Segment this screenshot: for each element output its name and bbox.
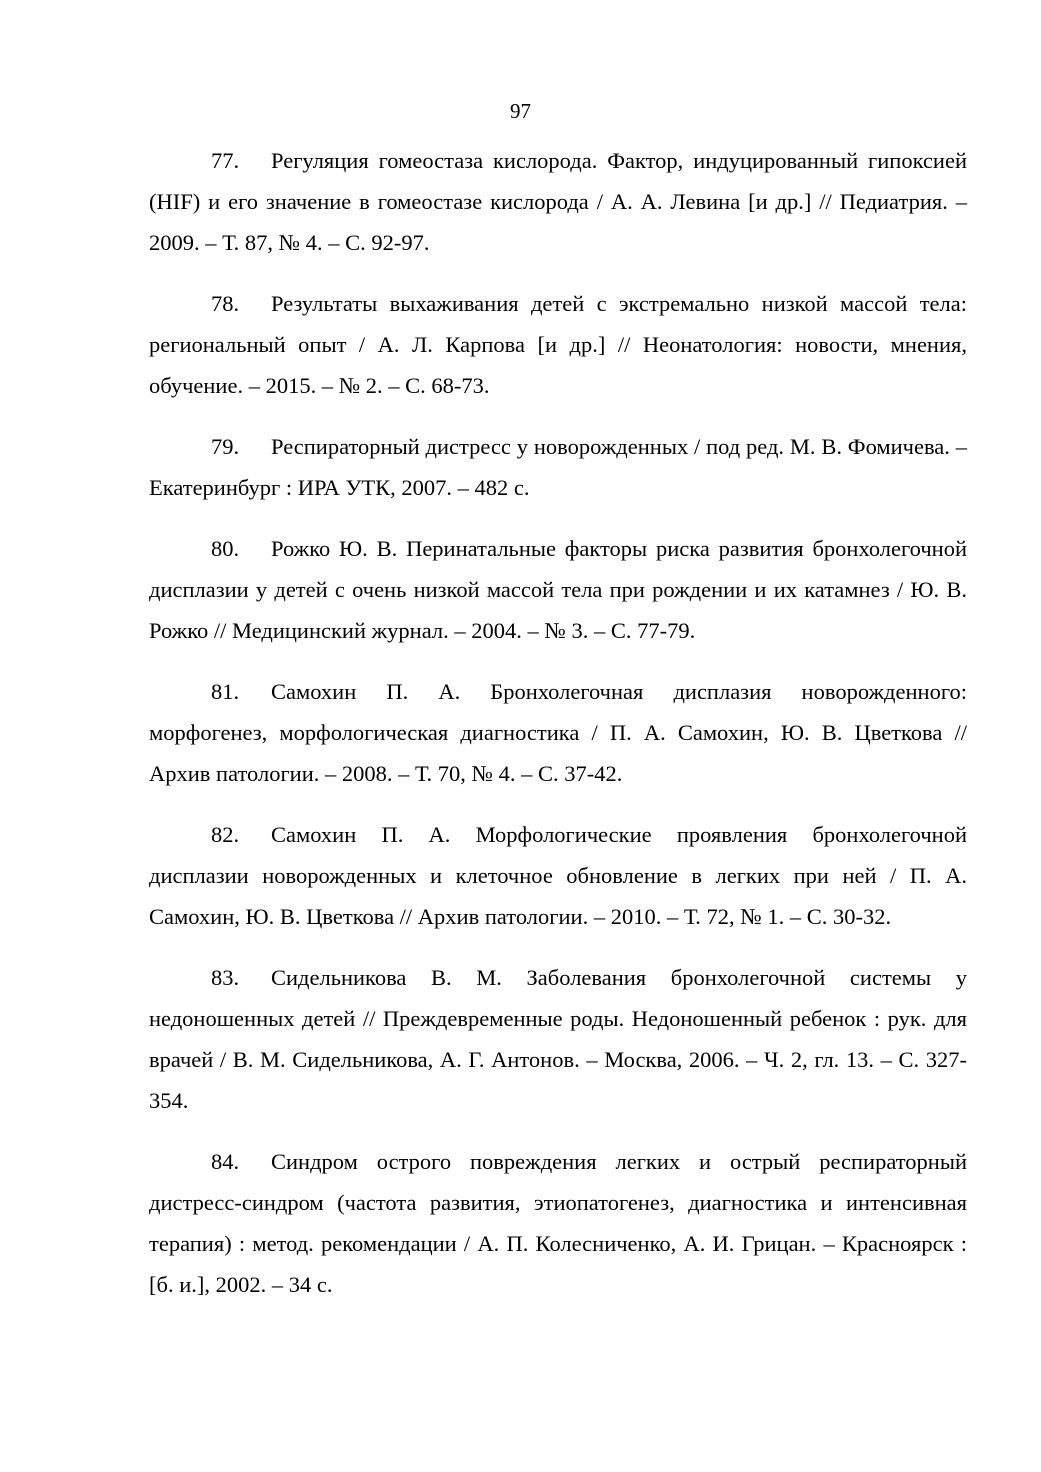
reference-text: Синдром острого повреждения легких и острый респираторный дистресс-синдром (частота развития, этиопатогенез, диагностика и интенсивная терапия) : метод. рекомендации / А. П. Колесниченко, А. И. Грицан. – Красноярск : [б. и.], 2002. – 34 с. (149, 1149, 967, 1297)
reference-text: Результаты выхаживания детей с экстремально низкой массой тела: региональный опыт / А. Л. Карпова [и др.] // Неонатология: новости, мнения, обучение. – 2015. – № 2. – С. 68-73. (149, 291, 967, 398)
reference-item (149, 283, 967, 406)
reference-number: 83. (211, 965, 240, 990)
reference-number: 84. (211, 1149, 240, 1174)
reference-text: Самохин П. А. Бронхолегочная дисплазия новорожденного: морфогенез, морфологическая диагностика / П. А. Самохин, Ю. В. Цветкова // Архив патологии. – 2008. – Т. 70, № 4. – С. 37-42. (149, 679, 967, 786)
reference-number: 77. (211, 148, 240, 173)
reference-number: 80. (211, 536, 240, 561)
reference-item (149, 1141, 967, 1305)
reference-item (149, 140, 967, 263)
reference-item (149, 671, 967, 794)
reference-item (149, 814, 967, 937)
reference-text: Респираторный дистресс у новорожденных / под ред. М. В. Фомичева. – Екатеринбург : ИРА УТК, 2007. – 482 с. (149, 434, 967, 500)
reference-list (149, 140, 967, 1325)
reference-text: Регуляция гомеостаза кислорода. Фактор, индуцированный гипоксией (HIF) и его значение в гомеостазе кислорода / А. А. Левина [и др.] // Педиатрия. – 2009. – Т. 87, № 4. – С. 92-97. (149, 148, 967, 255)
reference-item (149, 426, 967, 508)
reference-number: 79. (211, 434, 240, 459)
reference-number: 81. (211, 679, 240, 704)
reference-text: Самохин П. А. Морфологические проявления бронхолегочной дисплазии новорожденных и клеточное обновление в легких при ней / П. А. Самохин, Ю. В. Цветкова // Архив патологии. – 2010. – Т. 72, № 1. – С. 30-32. (149, 822, 967, 929)
page-number: 97 (510, 99, 531, 123)
reference-item (149, 957, 967, 1121)
reference-text: Рожко Ю. В. Перинатальные факторы риска развития бронхолегочной дисплазии у детей с очень низкой массой тела при рождении и их катамнез / Ю. В. Рожко // Медицинский журнал. – 2004. – № 3. – С. 77-79. (149, 536, 967, 643)
reference-item (149, 528, 967, 651)
reference-number: 78. (211, 291, 240, 316)
reference-number: 82. (211, 822, 240, 847)
reference-text: Сидельникова В. М. Заболевания бронхолегочной системы у недоношенных детей // Преждевременные роды. Недоношенный ребенок : рук. для врачей / В. М. Сидельникова, А. Г. Антонов. – Москва, 2006. – Ч. 2, гл. 13. – С. 327-354. (149, 965, 967, 1113)
